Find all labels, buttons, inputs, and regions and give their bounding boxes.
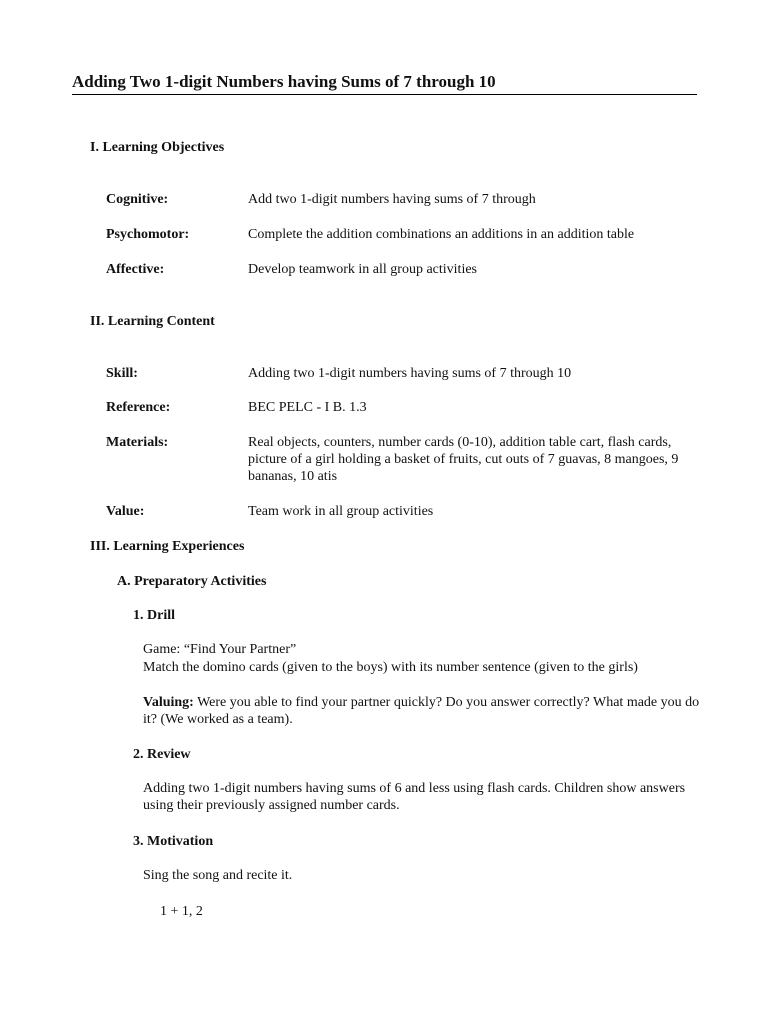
value-skill: Adding two 1-digit numbers having sums of 7 through 10: [248, 366, 572, 381]
label-affective: Affective:: [106, 262, 165, 277]
value-value: Team work in all group activities: [248, 504, 434, 519]
drill-instruction: Match the domino cards (given to the boys) with its number sentence (given to the girls): [143, 660, 638, 675]
document-title: Adding Two 1-digit Numbers having Sums of 7 through 10: [72, 72, 697, 95]
label-reference: Reference:: [106, 400, 171, 415]
label-psychomotor: Psychomotor:: [106, 227, 190, 242]
label-materials: Materials:: [106, 435, 169, 450]
label-cognitive: Cognitive:: [106, 192, 169, 207]
drill-game: Game: “Find Your Partner”: [143, 642, 297, 657]
value-psychomotor: Complete the addition combinations an additions in an addition table: [248, 227, 635, 242]
section-heading-content: II. Learning Content: [90, 314, 215, 329]
review-text: Adding two 1-digit numbers having sums of 6 and less using flash cards. Children show answers using their previously assigned number cards.: [143, 781, 686, 813]
value-cognitive: Add two 1-digit numbers having sums of 7 through: [248, 192, 536, 207]
value-materials: Real objects, counters, number cards (0-10), addition table cart, flash cards, picture of a girl holding a basket of fruits, cut outs of 7 guavas, 8 mangoes, 9 bananas, 10 atis: [248, 435, 679, 484]
valuing-label: Valuing:: [143, 695, 194, 710]
section-heading-objectives: I. Learning Objectives: [90, 140, 225, 155]
value-affective: Develop teamwork in all group activities: [248, 262, 477, 277]
label-skill: Skill:: [106, 366, 138, 381]
heading-motivation: 3. Motivation: [133, 834, 214, 849]
heading-review: 2. Review: [133, 747, 191, 762]
label-value: Value:: [106, 504, 145, 519]
heading-drill: 1. Drill: [133, 608, 175, 623]
valuing-text: Were you able to find your partner quickly? Do you answer correctly? What made you do it? (We worked as a team).: [143, 695, 700, 727]
subheading-preparatory: A. Preparatory Activities: [117, 574, 267, 589]
motivation-rhyme: 1 + 1, 2: [160, 904, 203, 919]
value-reference: BEC PELC - I B. 1.3: [248, 400, 367, 415]
motivation-text: Sing the song and recite it.: [143, 868, 293, 883]
section-heading-experiences: III. Learning Experiences: [90, 539, 245, 554]
drill-valuing: [143, 694, 703, 728]
